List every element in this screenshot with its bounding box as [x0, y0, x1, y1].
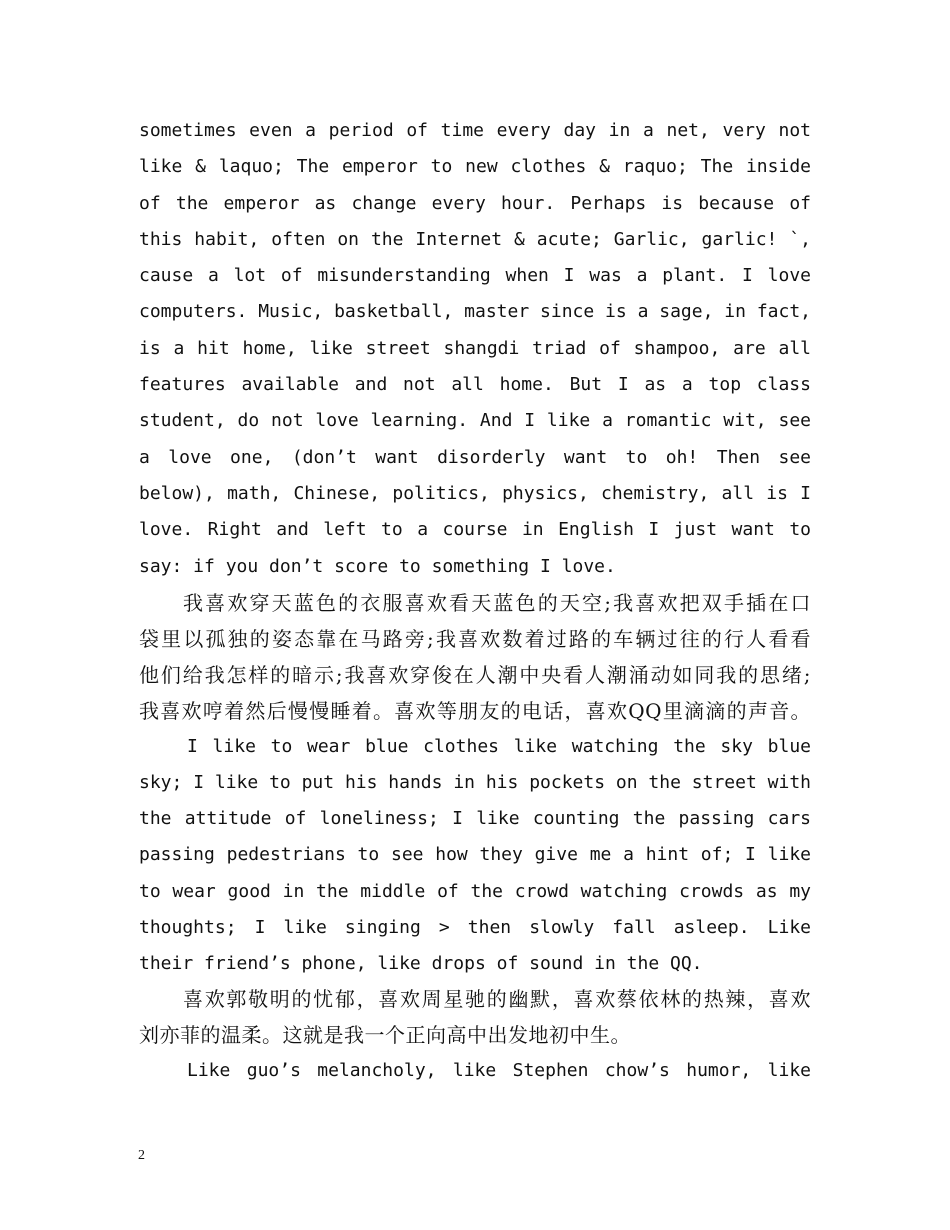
text-line: 我喜欢穿天蓝色的衣服喜欢看天蓝色的天空;我喜欢把双手插在口	[183, 591, 811, 615]
text-line: features available and not all home. But I as a top class	[139, 374, 811, 395]
text-line: like & laquo; The emperor to new clothes & raquo; The inside	[139, 156, 811, 177]
text-line: their friend’s phone, like drops of sound in the QQ.	[139, 953, 703, 974]
text-line: say: if you don’t score to something I love.	[139, 556, 616, 577]
text-line: 喜欢郭敬明的忧郁，喜欢周星驰的幽默，喜欢蔡依林的热辣，喜欢	[183, 987, 811, 1011]
text-line: passing pedestrians to see how they give me a hint of; I like	[139, 844, 811, 865]
text-line: sky; I like to put his hands in his pockets on the street with	[139, 772, 811, 793]
text-line: this habit, often on the Internet & acute; Garlic, garlic! `,	[139, 229, 811, 250]
text-line: to wear good in the middle of the crowd watching crowds as my	[139, 881, 811, 902]
text-line: student, do not love learning. And I like a romantic wit, see	[139, 410, 811, 431]
page-number: 2	[138, 1148, 145, 1163]
text-line: computers. Music, basketball, master since is a sage, in fact,	[139, 301, 811, 322]
text-line: Like guo’s melancholy, like Stephen chow’s humor, like	[187, 1060, 811, 1081]
text-line: thoughts; I like singing > then slowly fall asleep. Like	[139, 917, 811, 938]
text-line: 袋里以孤独的姿态靠在马路旁;我喜欢数着过路的车辆过往的行人看看	[139, 627, 811, 651]
text-line: 刘亦菲的温柔。这就是我一个正向高中出发地初中生。	[139, 1023, 631, 1047]
text-line: love. Right and left to a course in English I just want to	[139, 519, 811, 540]
text-line: a love one, (don’t want disorderly want to oh! Then see	[139, 447, 811, 468]
text-line: 我喜欢哼着然后慢慢睡着。喜欢等朋友的电话，喜欢QQ里滴滴的声音。	[139, 699, 811, 723]
text-line: 他们给我怎样的暗示;我喜欢穿俊在人潮中央看人潮涌动如同我的思绪;	[139, 663, 811, 687]
text-line: I like to wear blue clothes like watching the sky blue	[187, 736, 811, 757]
text-line: the attitude of loneliness; I like counting the passing cars	[139, 808, 811, 829]
text-line: sometimes even a period of time every day in a net, very not	[139, 120, 811, 141]
text-line: below), math, Chinese, politics, physics, chemistry, all is I	[139, 483, 811, 504]
text-line: is a hit home, like street shangdi triad of shampoo, are all	[139, 338, 811, 359]
text-line: of the emperor as change every hour. Perhaps is because of	[139, 193, 811, 214]
text-line: cause a lot of misunderstanding when I was a plant. I love	[139, 265, 811, 286]
